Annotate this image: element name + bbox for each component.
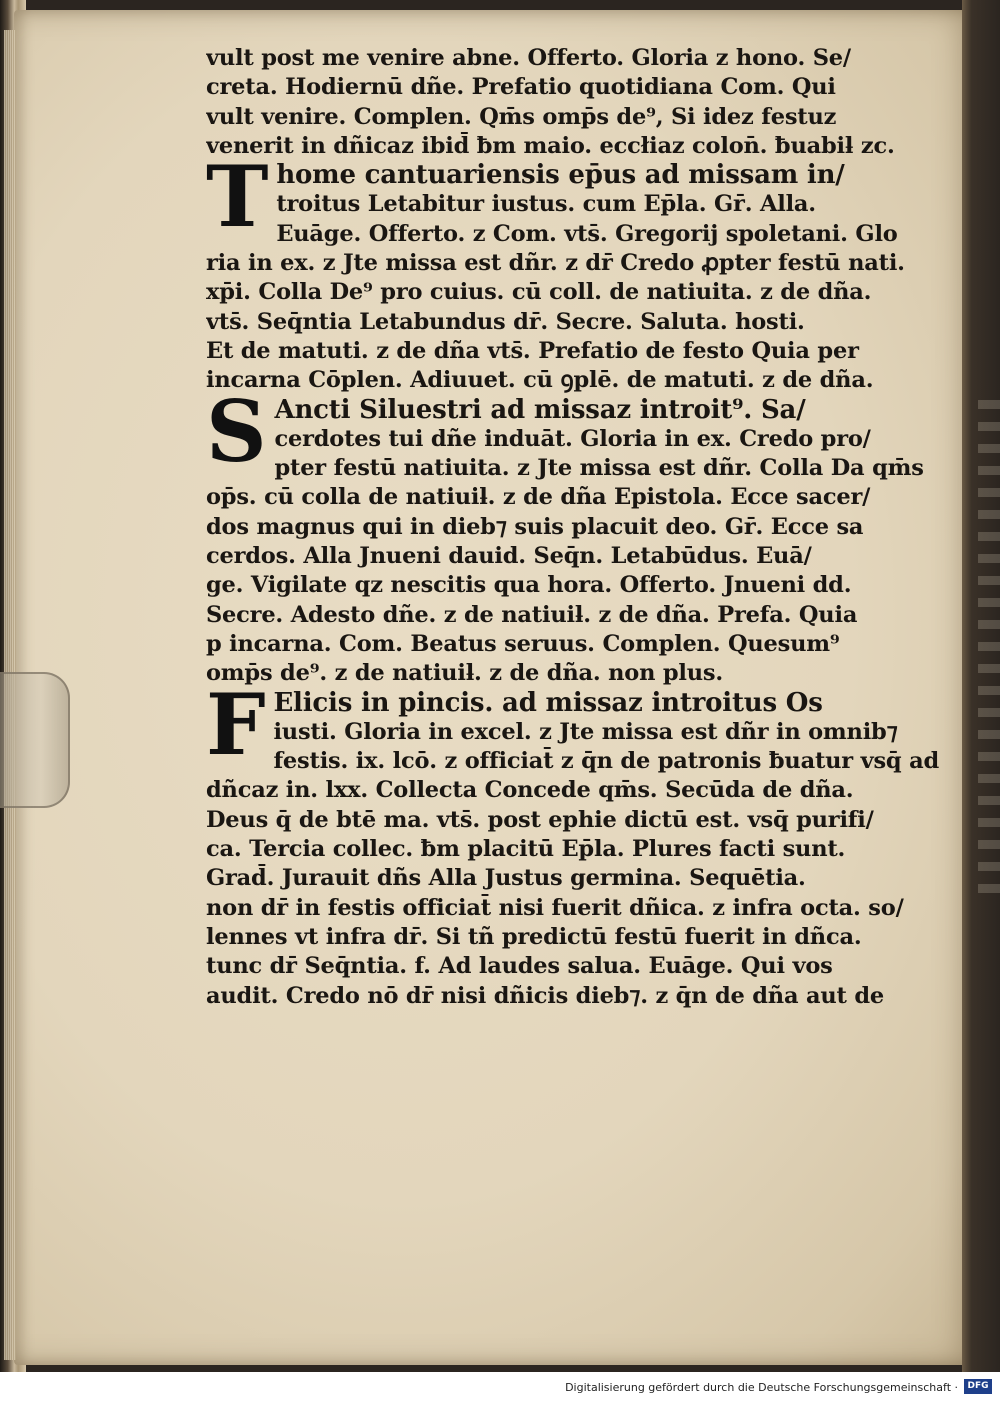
text-line: Secre. Adesto dñe. z de natiuiƚ. z de dña. Prefa. Quia [206, 601, 858, 628]
text-line: vult venire. Complen. Qm̄s omp̄s de⁹, Si idez festuz [206, 103, 837, 130]
dfg-logo[interactable]: DFG [964, 1379, 992, 1394]
text-line: Grad̄. Jurauit dñs Alla Justus germina. Sequētia. [206, 865, 806, 892]
page-text [206, 44, 946, 1011]
text-line: Deus q̄ de btē ma. vts̄. post ephie dictū est. vsq̄ purifi/ [206, 806, 874, 833]
text-line: home cantuariensis ep̄us ad missam in/ [276, 161, 845, 191]
decorated-initial: F [206, 674, 266, 774]
text-paragraph [206, 44, 946, 161]
decorated-initial: S [206, 381, 267, 481]
text-line: vts̄. Seq̄ntia Letabundus dr̄. Secre. Saluta. hosti. [206, 308, 805, 335]
text-line: ca. Tercia collec. ƀm placitū Ep̄la. Plures facti sunt. [206, 836, 846, 863]
text-line: xp̄i. Colla De⁹ pro cuius. cū coll. de natiuita. z de dña. [206, 279, 872, 306]
text-line: pter festū natiuita. z Jte missa est dñr. Colla Da qm̄s [274, 455, 924, 482]
text-line: cerdotes tui dñe induāt. Gloria in ex. Credo pro/ [274, 425, 871, 452]
text-line: p incarna. Com. Beatus seruus. Complen. Quesum⁹ [206, 630, 840, 657]
text-line: dos magnus qui in dieb⁊ suis placuit deo. Gr̄. Ecce sa [206, 513, 864, 540]
text-paragraph [206, 674, 946, 1011]
text-line: ria in ex. z Jte missa est dñr. z dr̄ Credo ꝓpter festū nati. [206, 250, 905, 277]
text-paragraph [206, 381, 946, 689]
footer-bar [0, 1372, 1000, 1402]
text-line: Elicis in pincis. ad missaz introitus Os [273, 688, 823, 718]
text-line: ge. Vigilate qz nescitis qua hora. Offerto. Jnueni dd. [206, 572, 852, 599]
text-line: festis. ix. lcō. z officiat̄ z q̄n de patronis ƀuatur vsq̄ ad [273, 748, 940, 775]
text-line: Euāge. Offerto. z Com. vts̄. Gregorij spoletani. Glo [276, 220, 898, 247]
decorated-initial: T [206, 147, 269, 247]
text-line: Ancti Siluestri ad missaz introit⁹. Sa/ [274, 395, 806, 425]
text-line: iusti. Gloria in excel. z Jte missa est dñr in omnib⁊ [273, 718, 898, 745]
text-line: omp̄s de⁹. z de natiuiƚ. z de dña. non plus. [206, 660, 724, 687]
text-line: venerit in dñicaz ibid̄ ƀm maio. eccłiaz colon̄. ƀuabiƚ zc. [206, 132, 895, 159]
text-line: troitus Letabitur iustus. cum Ep̄la. Gr̄. Alla. [276, 191, 816, 218]
text-line: audit. Credo nō dr̄ nisi dñicis dieb⁊. z q̄n de dña aut de [206, 982, 884, 1009]
page-clip [0, 672, 70, 808]
funding-credit: Digitalisierung gefördert durch die Deutsche Forschungsgemeinschaft · [565, 1381, 958, 1394]
text-line: op̄s. cū colla de natiuiƚ. z de dña Epistola. Ecce sacer/ [206, 484, 871, 511]
text-line: dñcaz in. lxx. Collecta Concede qm̄s. Secūda de dña. [206, 777, 854, 804]
text-line: cerdos. Alla Jnueni dauid. Seq̄n. Letabūdus. Euā/ [206, 543, 812, 570]
text-line: lennes vt infra dr̄. Si tñ predictū festū fuerit in dñca. [206, 923, 862, 950]
text-line: non dr̄ in festis officiat̄ nisi fuerit dñica. z infra octa. so/ [206, 894, 904, 921]
text-paragraph [206, 147, 946, 395]
text-line: creta. Hodiernū dñe. Prefatio quotidiana Com. Qui [206, 74, 836, 101]
text-line: vult post me venire abne. Offerto. Gloria z hono. Se/ [206, 45, 851, 71]
next-page-edge [978, 400, 1000, 900]
text-line: Et de matuti. z de dña vts̄. Prefatio de festo Quia per [206, 337, 859, 364]
text-line: incarna Cōplen. Adiuuet. cū ꝯplē. de matuti. z de dña. [206, 367, 874, 394]
text-line: tunc dr̄ Seq̄ntia. f. Ad laudes salua. Euāge. Qui vos [206, 953, 833, 980]
